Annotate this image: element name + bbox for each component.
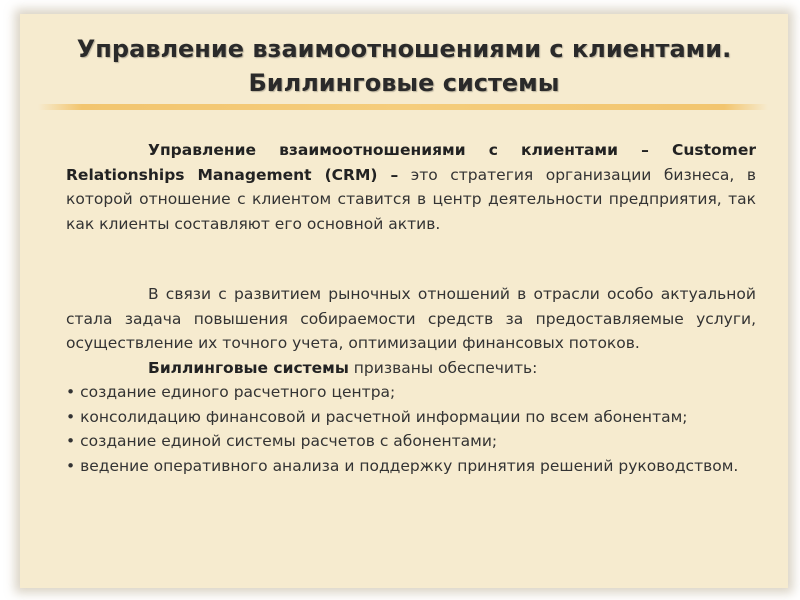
definition-paragraph bbox=[66, 138, 756, 236]
title-line-2: Биллинговые системы bbox=[248, 69, 560, 97]
list-item: • создание единой системы расчетов с абонентами; bbox=[66, 432, 498, 450]
crm-definition-text: это стратегия организации бизнеса, в которой отношение с клиентом ставится в центр деятельности предприятия, так как клиенты составляют его основной актив. bbox=[66, 165, 756, 233]
list-item: • создание единого расчетного центра; bbox=[66, 383, 396, 401]
slide-title bbox=[20, 32, 788, 100]
billing-intro-text: призваны обеспечить: bbox=[348, 358, 538, 377]
billing-goals-list bbox=[66, 380, 756, 478]
billing-section bbox=[66, 282, 756, 478]
crm-term: Управление взаимоотношениями с клиентами – Customer Relationships Management (CRM) – bbox=[66, 141, 756, 184]
title-line-1: Управление взаимоотношениями с клиентами. bbox=[76, 35, 732, 63]
title-divider bbox=[38, 104, 768, 110]
context-text: В связи с развитием рыночных отношений в отрасли особо актуальной стала задача повышения собираемости средств за предоставляемые услуги, осуществление их точного учета, оптимизации финансовых потоков. bbox=[66, 285, 756, 352]
billing-intro bbox=[66, 356, 756, 381]
context-paragraph bbox=[66, 282, 756, 356]
list-item: • ведение оперативного анализа и поддержку принятия решений руководством. bbox=[66, 456, 739, 475]
list-item: • консолидацию финансовой и расчетной информации по всем абонентам; bbox=[66, 407, 688, 426]
billing-term: Биллинговые системы bbox=[148, 358, 349, 377]
